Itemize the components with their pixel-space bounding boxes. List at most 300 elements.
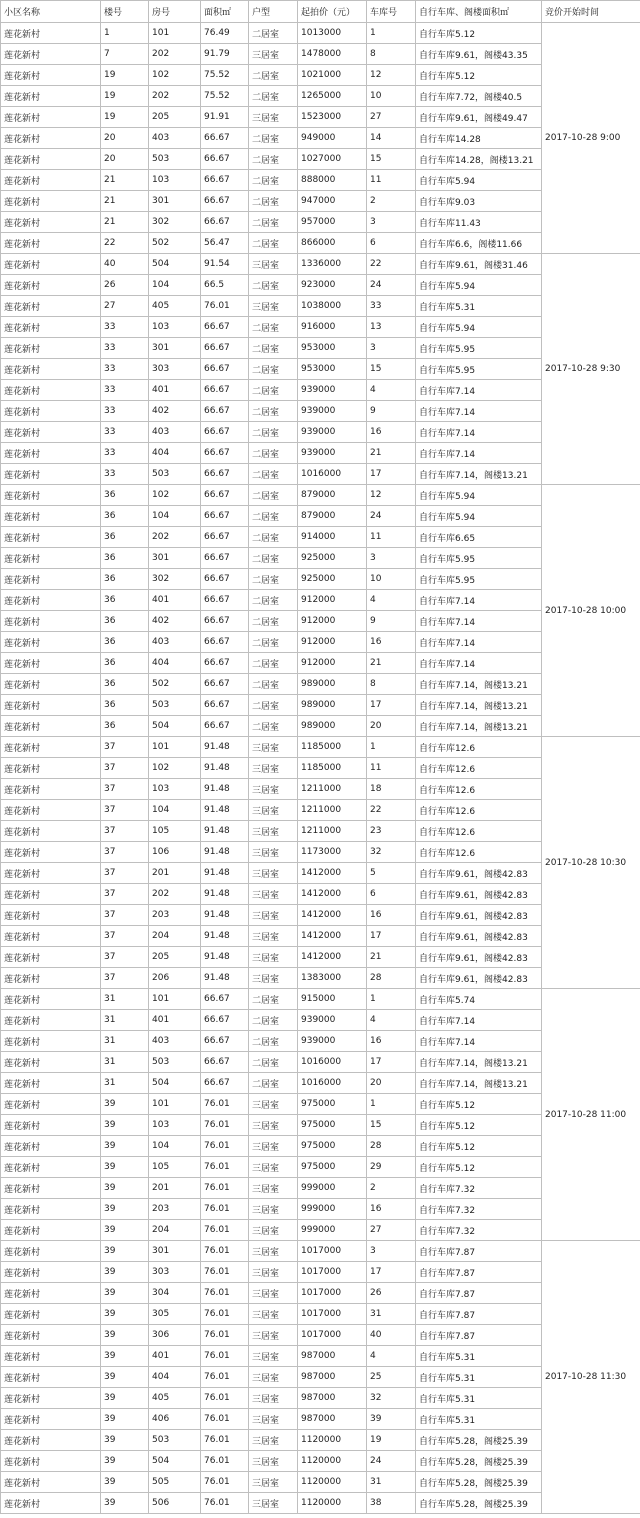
cell-garage-no: 18: [367, 779, 416, 800]
cell-garage-attic-area: 自行车库14.28，阁楼13.21: [416, 149, 542, 170]
cell-community: 莲花新村: [1, 758, 101, 779]
cell-community: 莲花新村: [1, 590, 101, 611]
cell-building: 37: [101, 737, 149, 758]
cell-room: 401: [149, 380, 201, 401]
cell-room: 404: [149, 1367, 201, 1388]
cell-community: 莲花新村: [1, 1010, 101, 1031]
cell-start-price: 916000: [298, 317, 367, 338]
cell-layout: 二居室: [249, 485, 298, 506]
cell-layout: 二居室: [249, 527, 298, 548]
cell-garage-no: 4: [367, 1346, 416, 1367]
cell-garage-no: 39: [367, 1409, 416, 1430]
cell-community: 莲花新村: [1, 44, 101, 65]
cell-garage-attic-area: 自行车库5.74: [416, 989, 542, 1010]
cell-garage-attic-area: 自行车库5.31: [416, 1388, 542, 1409]
cell-room: 303: [149, 1262, 201, 1283]
cell-community: 莲花新村: [1, 653, 101, 674]
cell-garage-attic-area: 自行车库5.31: [416, 1409, 542, 1430]
cell-room: 202: [149, 884, 201, 905]
cell-building: 33: [101, 422, 149, 443]
cell-area: 76.01: [201, 1493, 249, 1514]
cell-area: 91.48: [201, 779, 249, 800]
header-community: 小区名称: [1, 1, 101, 23]
cell-layout: 三居室: [249, 1115, 298, 1136]
cell-garage-no: 22: [367, 800, 416, 821]
cell-layout: 二居室: [249, 611, 298, 632]
cell-garage-no: 28: [367, 968, 416, 989]
cell-community: 莲花新村: [1, 275, 101, 296]
cell-area: 66.67: [201, 359, 249, 380]
cell-layout: 二居室: [249, 674, 298, 695]
cell-start-price: 1013000: [298, 23, 367, 44]
cell-building: 36: [101, 716, 149, 737]
cell-area: 76.01: [201, 1346, 249, 1367]
cell-building: 33: [101, 401, 149, 422]
cell-garage-no: 16: [367, 422, 416, 443]
cell-community: 莲花新村: [1, 926, 101, 947]
cell-start-price: 1185000: [298, 737, 367, 758]
cell-building: 39: [101, 1199, 149, 1220]
cell-start-price: 879000: [298, 485, 367, 506]
table-row: [1, 254, 640, 275]
cell-community: 莲花新村: [1, 989, 101, 1010]
cell-layout: 二居室: [249, 65, 298, 86]
cell-room: 106: [149, 842, 201, 863]
cell-building: 39: [101, 1472, 149, 1493]
header-area: 面积㎡: [201, 1, 249, 23]
cell-garage-attic-area: 自行车库9.61，阁楼49.47: [416, 107, 542, 128]
cell-garage-no: 17: [367, 695, 416, 716]
cell-room: 502: [149, 233, 201, 254]
cell-building: 39: [101, 1430, 149, 1451]
cell-start-price: 999000: [298, 1199, 367, 1220]
cell-layout: 三居室: [249, 926, 298, 947]
cell-auction-time: 2017-10-28 9:30: [542, 254, 640, 485]
cell-start-price: 953000: [298, 338, 367, 359]
cell-community: 莲花新村: [1, 842, 101, 863]
cell-layout: 三居室: [249, 254, 298, 275]
cell-room: 102: [149, 758, 201, 779]
cell-room: 302: [149, 569, 201, 590]
cell-building: 37: [101, 926, 149, 947]
cell-community: 莲花新村: [1, 905, 101, 926]
cell-room: 301: [149, 1241, 201, 1262]
cell-garage-attic-area: 自行车库9.61，阁楼31.46: [416, 254, 542, 275]
cell-community: 莲花新村: [1, 884, 101, 905]
cell-room: 504: [149, 1073, 201, 1094]
cell-start-price: 1016000: [298, 1052, 367, 1073]
cell-community: 莲花新村: [1, 1493, 101, 1514]
cell-garage-no: 12: [367, 65, 416, 86]
table-body: [1, 23, 640, 1514]
cell-community: 莲花新村: [1, 1430, 101, 1451]
cell-community: 莲花新村: [1, 821, 101, 842]
cell-garage-no: 38: [367, 1493, 416, 1514]
cell-room: 404: [149, 443, 201, 464]
cell-layout: 三居室: [249, 1388, 298, 1409]
cell-auction-time: 2017-10-28 11:30: [542, 1241, 640, 1514]
cell-building: 21: [101, 212, 149, 233]
cell-area: 76.01: [201, 1199, 249, 1220]
cell-garage-attic-area: 自行车库9.61，阁楼43.35: [416, 44, 542, 65]
cell-garage-attic-area: 自行车库5.94: [416, 275, 542, 296]
cell-layout: 二居室: [249, 380, 298, 401]
cell-community: 莲花新村: [1, 296, 101, 317]
cell-building: 39: [101, 1367, 149, 1388]
cell-room: 503: [149, 1430, 201, 1451]
cell-garage-no: 22: [367, 254, 416, 275]
cell-building: 39: [101, 1262, 149, 1283]
cell-room: 301: [149, 338, 201, 359]
cell-garage-no: 21: [367, 653, 416, 674]
cell-room: 201: [149, 1178, 201, 1199]
cell-room: 404: [149, 653, 201, 674]
cell-room: 204: [149, 1220, 201, 1241]
cell-room: 301: [149, 191, 201, 212]
cell-area: 66.67: [201, 338, 249, 359]
cell-community: 莲花新村: [1, 401, 101, 422]
header-layout: 户型: [249, 1, 298, 23]
cell-garage-no: 4: [367, 1010, 416, 1031]
cell-layout: 三居室: [249, 968, 298, 989]
cell-garage-no: 20: [367, 1073, 416, 1094]
cell-building: 36: [101, 527, 149, 548]
cell-garage-no: 16: [367, 1031, 416, 1052]
cell-start-price: 1038000: [298, 296, 367, 317]
cell-layout: 三居室: [249, 1178, 298, 1199]
cell-garage-no: 28: [367, 1136, 416, 1157]
cell-room: 405: [149, 1388, 201, 1409]
cell-community: 莲花新村: [1, 1304, 101, 1325]
cell-garage-attic-area: 自行车库7.14，阁楼13.21: [416, 695, 542, 716]
table-row: [1, 1241, 640, 1262]
cell-area: 76.01: [201, 1283, 249, 1304]
cell-building: 19: [101, 107, 149, 128]
cell-start-price: 1383000: [298, 968, 367, 989]
table-row: [1, 485, 640, 506]
cell-area: 66.67: [201, 611, 249, 632]
cell-area: 66.67: [201, 674, 249, 695]
cell-room: 202: [149, 44, 201, 65]
cell-room: 504: [149, 254, 201, 275]
cell-garage-no: 1: [367, 989, 416, 1010]
cell-garage-attic-area: 自行车库7.14，阁楼13.21: [416, 674, 542, 695]
cell-start-price: 989000: [298, 716, 367, 737]
cell-layout: 二居室: [249, 506, 298, 527]
cell-layout: 三居室: [249, 1094, 298, 1115]
cell-area: 66.5: [201, 275, 249, 296]
cell-garage-attic-area: 自行车库9.61，阁楼42.83: [416, 947, 542, 968]
cell-area: 66.67: [201, 695, 249, 716]
cell-community: 莲花新村: [1, 359, 101, 380]
cell-layout: 二居室: [249, 1010, 298, 1031]
cell-start-price: 879000: [298, 506, 367, 527]
cell-garage-attic-area: 自行车库5.95: [416, 569, 542, 590]
cell-start-price: 939000: [298, 380, 367, 401]
cell-community: 莲花新村: [1, 716, 101, 737]
cell-community: 莲花新村: [1, 863, 101, 884]
cell-start-price: 1016000: [298, 1073, 367, 1094]
cell-building: 27: [101, 296, 149, 317]
cell-room: 105: [149, 821, 201, 842]
cell-start-price: 939000: [298, 1031, 367, 1052]
cell-room: 103: [149, 779, 201, 800]
cell-garage-attic-area: 自行车库7.72，阁楼40.5: [416, 86, 542, 107]
cell-area: 66.67: [201, 716, 249, 737]
cell-garage-attic-area: 自行车库7.32: [416, 1178, 542, 1199]
cell-garage-no: 19: [367, 1430, 416, 1451]
cell-building: 39: [101, 1451, 149, 1472]
cell-building: 36: [101, 674, 149, 695]
cell-layout: 三居室: [249, 842, 298, 863]
cell-layout: 三居室: [249, 296, 298, 317]
cell-room: 403: [149, 128, 201, 149]
cell-community: 莲花新村: [1, 1199, 101, 1220]
cell-layout: 二居室: [249, 317, 298, 338]
cell-building: 39: [101, 1157, 149, 1178]
cell-area: 66.67: [201, 191, 249, 212]
cell-layout: 三居室: [249, 905, 298, 926]
cell-garage-no: 10: [367, 86, 416, 107]
cell-layout: 二居室: [249, 695, 298, 716]
cell-garage-attic-area: 自行车库9.03: [416, 191, 542, 212]
cell-garage-no: 11: [367, 170, 416, 191]
cell-community: 莲花新村: [1, 485, 101, 506]
cell-garage-no: 29: [367, 1157, 416, 1178]
cell-area: 91.48: [201, 947, 249, 968]
cell-community: 莲花新村: [1, 1367, 101, 1388]
cell-garage-attic-area: 自行车库9.61，阁楼42.83: [416, 968, 542, 989]
cell-auction-time: 2017-10-28 10:30: [542, 737, 640, 989]
cell-room: 401: [149, 590, 201, 611]
cell-community: 莲花新村: [1, 1325, 101, 1346]
cell-building: 33: [101, 317, 149, 338]
cell-garage-no: 40: [367, 1325, 416, 1346]
cell-auction-time: 2017-10-28 11:00: [542, 989, 640, 1241]
cell-layout: 三居室: [249, 758, 298, 779]
cell-garage-no: 15: [367, 1115, 416, 1136]
cell-room: 204: [149, 926, 201, 947]
cell-start-price: 975000: [298, 1115, 367, 1136]
cell-community: 莲花新村: [1, 170, 101, 191]
cell-layout: 二居室: [249, 569, 298, 590]
cell-area: 66.67: [201, 401, 249, 422]
cell-garage-no: 27: [367, 107, 416, 128]
cell-layout: 三居室: [249, 1304, 298, 1325]
cell-layout: 二居室: [249, 716, 298, 737]
cell-start-price: 1412000: [298, 884, 367, 905]
cell-garage-attic-area: 自行车库7.14: [416, 1010, 542, 1031]
cell-garage-attic-area: 自行车库12.6: [416, 821, 542, 842]
cell-community: 莲花新村: [1, 1094, 101, 1115]
cell-building: 33: [101, 359, 149, 380]
cell-room: 205: [149, 947, 201, 968]
cell-layout: 三居室: [249, 1472, 298, 1493]
cell-area: 66.67: [201, 527, 249, 548]
cell-building: 39: [101, 1409, 149, 1430]
cell-garage-no: 32: [367, 1388, 416, 1409]
cell-layout: 二居室: [249, 401, 298, 422]
cell-building: 40: [101, 254, 149, 275]
cell-garage-no: 14: [367, 128, 416, 149]
cell-garage-no: 17: [367, 1262, 416, 1283]
cell-start-price: 1336000: [298, 254, 367, 275]
cell-garage-attic-area: 自行车库7.32: [416, 1220, 542, 1241]
cell-start-price: 949000: [298, 128, 367, 149]
cell-layout: 三居室: [249, 1283, 298, 1304]
cell-garage-no: 6: [367, 233, 416, 254]
cell-layout: 二居室: [249, 464, 298, 485]
cell-garage-attic-area: 自行车库5.94: [416, 317, 542, 338]
header-garage-attic-area: 自行车库、阁楼面积㎡: [416, 1, 542, 23]
cell-area: 66.67: [201, 1010, 249, 1031]
cell-building: 39: [101, 1388, 149, 1409]
cell-start-price: 1016000: [298, 464, 367, 485]
cell-community: 莲花新村: [1, 632, 101, 653]
cell-room: 202: [149, 527, 201, 548]
cell-area: 66.67: [201, 485, 249, 506]
cell-garage-attic-area: 自行车库5.31: [416, 296, 542, 317]
cell-garage-attic-area: 自行车库7.14: [416, 443, 542, 464]
cell-start-price: 1027000: [298, 149, 367, 170]
cell-start-price: 912000: [298, 611, 367, 632]
cell-layout: 三居室: [249, 1367, 298, 1388]
cell-area: 66.67: [201, 464, 249, 485]
cell-building: 39: [101, 1493, 149, 1514]
cell-start-price: 912000: [298, 590, 367, 611]
cell-community: 莲花新村: [1, 1115, 101, 1136]
cell-garage-no: 24: [367, 1451, 416, 1472]
cell-area: 66.67: [201, 548, 249, 569]
cell-room: 403: [149, 632, 201, 653]
cell-start-price: 1412000: [298, 947, 367, 968]
header-start-price: 起拍价（元）: [298, 1, 367, 23]
cell-room: 104: [149, 1136, 201, 1157]
cell-garage-attic-area: 自行车库7.14: [416, 422, 542, 443]
cell-garage-no: 9: [367, 401, 416, 422]
cell-start-price: 939000: [298, 443, 367, 464]
cell-building: 37: [101, 800, 149, 821]
cell-start-price: 1412000: [298, 863, 367, 884]
cell-area: 66.67: [201, 989, 249, 1010]
cell-garage-no: 1: [367, 23, 416, 44]
cell-garage-attic-area: 自行车库7.14: [416, 401, 542, 422]
cell-area: 75.52: [201, 86, 249, 107]
cell-layout: 三居室: [249, 821, 298, 842]
cell-start-price: 923000: [298, 275, 367, 296]
cell-community: 莲花新村: [1, 380, 101, 401]
cell-garage-attic-area: 自行车库7.87: [416, 1262, 542, 1283]
cell-garage-attic-area: 自行车库5.31: [416, 1367, 542, 1388]
cell-start-price: 1017000: [298, 1283, 367, 1304]
cell-layout: 二居室: [249, 422, 298, 443]
cell-start-price: 987000: [298, 1346, 367, 1367]
cell-layout: 三居室: [249, 737, 298, 758]
cell-community: 莲花新村: [1, 506, 101, 527]
cell-layout: 三居室: [249, 1199, 298, 1220]
cell-start-price: 1021000: [298, 65, 367, 86]
cell-room: 406: [149, 1409, 201, 1430]
cell-garage-attic-area: 自行车库7.14，阁楼13.21: [416, 464, 542, 485]
cell-garage-no: 21: [367, 443, 416, 464]
cell-community: 莲花新村: [1, 737, 101, 758]
cell-room: 403: [149, 1031, 201, 1052]
cell-area: 91.48: [201, 884, 249, 905]
header-auction-time: 竞价开始时间: [542, 1, 640, 23]
cell-garage-no: 31: [367, 1472, 416, 1493]
cell-layout: 二居室: [249, 443, 298, 464]
cell-garage-no: 24: [367, 275, 416, 296]
cell-garage-no: 33: [367, 296, 416, 317]
cell-building: 39: [101, 1115, 149, 1136]
cell-layout: 二居室: [249, 212, 298, 233]
cell-building: 36: [101, 653, 149, 674]
cell-room: 405: [149, 296, 201, 317]
cell-room: 101: [149, 989, 201, 1010]
cell-layout: 三居室: [249, 1262, 298, 1283]
cell-area: 76.01: [201, 1115, 249, 1136]
cell-area: 66.67: [201, 569, 249, 590]
cell-start-price: 1017000: [298, 1262, 367, 1283]
cell-room: 103: [149, 170, 201, 191]
cell-area: 91.54: [201, 254, 249, 275]
cell-start-price: 989000: [298, 674, 367, 695]
cell-area: 66.67: [201, 1073, 249, 1094]
cell-start-price: 1211000: [298, 800, 367, 821]
cell-garage-no: 16: [367, 905, 416, 926]
cell-area: 76.01: [201, 1430, 249, 1451]
cell-layout: 二居室: [249, 191, 298, 212]
cell-building: 37: [101, 947, 149, 968]
cell-building: 39: [101, 1325, 149, 1346]
header-garage-no: 车库号: [367, 1, 416, 23]
cell-garage-attic-area: 自行车库7.14，阁楼13.21: [416, 716, 542, 737]
cell-building: 20: [101, 149, 149, 170]
cell-community: 莲花新村: [1, 611, 101, 632]
cell-room: 203: [149, 1199, 201, 1220]
cell-room: 506: [149, 1493, 201, 1514]
cell-building: 20: [101, 128, 149, 149]
cell-garage-attic-area: 自行车库12.6: [416, 842, 542, 863]
cell-building: 1: [101, 23, 149, 44]
cell-start-price: 999000: [298, 1178, 367, 1199]
cell-room: 401: [149, 1010, 201, 1031]
cell-start-price: 989000: [298, 695, 367, 716]
cell-layout: 三居室: [249, 1493, 298, 1514]
cell-start-price: 914000: [298, 527, 367, 548]
cell-community: 莲花新村: [1, 233, 101, 254]
cell-room: 503: [149, 149, 201, 170]
cell-garage-attic-area: 自行车库5.95: [416, 548, 542, 569]
cell-community: 莲花新村: [1, 23, 101, 44]
cell-room: 504: [149, 1451, 201, 1472]
cell-community: 莲花新村: [1, 527, 101, 548]
cell-building: 39: [101, 1346, 149, 1367]
cell-garage-attic-area: 自行车库5.12: [416, 1136, 542, 1157]
header-row: [1, 1, 640, 23]
cell-building: 21: [101, 191, 149, 212]
cell-community: 莲花新村: [1, 1220, 101, 1241]
cell-layout: 三居室: [249, 1157, 298, 1178]
cell-start-price: 912000: [298, 653, 367, 674]
cell-garage-attic-area: 自行车库9.61，阁楼42.83: [416, 926, 542, 947]
cell-area: 66.67: [201, 170, 249, 191]
cell-layout: 三居室: [249, 800, 298, 821]
cell-community: 莲花新村: [1, 212, 101, 233]
cell-community: 莲花新村: [1, 1052, 101, 1073]
cell-garage-no: 16: [367, 632, 416, 653]
cell-garage-no: 17: [367, 926, 416, 947]
